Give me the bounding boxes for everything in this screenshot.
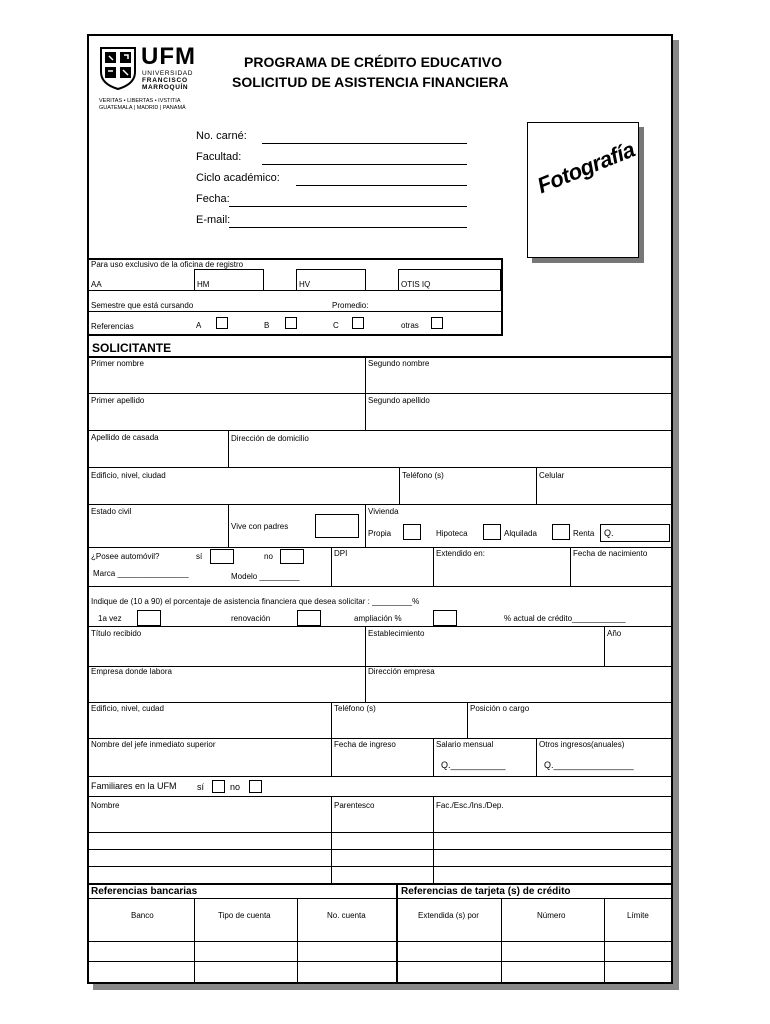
fecha-nacimiento-label: Fecha de nacimiento (573, 549, 648, 558)
dpi-label: DPI (334, 549, 348, 558)
ampliacion-checkbox[interactable] (433, 610, 457, 626)
propia-checkbox[interactable] (403, 524, 421, 540)
segundo-nombre-label: Segundo nombre (368, 359, 430, 368)
application-form (87, 34, 673, 984)
familiares-heading: Familiares en la UFM (91, 781, 177, 791)
promedio-label: Promedio: (332, 301, 369, 310)
ampliacion-label: ampliación % (354, 614, 402, 623)
familiar-nombre-label: Nombre (91, 801, 120, 810)
email-field[interactable] (229, 227, 467, 228)
ref-c-label: C (333, 321, 339, 330)
otis-label: OTIS IQ (401, 280, 431, 289)
facultad-field[interactable] (262, 164, 467, 165)
ufm-shield-icon (99, 46, 137, 90)
marca-field[interactable]: Marca ________________ (93, 569, 189, 578)
edificio-label: Edificio, nivel, ciudad (91, 471, 166, 480)
segundo-apellido-label: Segundo apellido (368, 396, 430, 405)
auto-no-checkbox[interactable] (280, 549, 304, 564)
primera-vez-label: 1a vez (98, 614, 122, 623)
fecha-label: Fecha: (196, 193, 230, 205)
bancarias-heading: Referencias bancarias (91, 886, 198, 897)
telefono2-label: Teléfono (s) (334, 704, 376, 713)
auto-si-label: sí (196, 552, 203, 561)
ciclo-field[interactable] (296, 185, 467, 186)
tarjeta-heading: Referencias de tarjeta (s) de crédito (401, 886, 571, 897)
no-cuenta-header: No. cuenta (327, 911, 366, 920)
otras-label: otras (401, 321, 419, 330)
ref-b-label: B (264, 321, 270, 330)
renovacion-checkbox[interactable] (297, 610, 321, 626)
primer-apellido-label: Primer apellido (91, 396, 145, 405)
hv-label: HV (299, 280, 311, 289)
ref-b-checkbox[interactable] (285, 317, 297, 329)
porcentaje-label: Indique de (10 a 90) el porcentaje de asistencia financiera que desea solicitar : _________% (91, 597, 420, 606)
extendido-label: Extendido en: (436, 549, 485, 558)
renovacion-label: renovación (231, 614, 271, 623)
estado-civil-label: Estado civil (91, 507, 132, 516)
posicion-label: Posición o cargo (470, 704, 530, 713)
banco-header: Banco (131, 911, 154, 920)
referencias-label: Referencias (91, 322, 134, 331)
parentesco-label: Parentesco (334, 801, 375, 810)
otros-ingresos-label: Otros ingresos(anuales) (539, 740, 625, 749)
ref-a-label: A (196, 321, 202, 330)
jefe-label: Nombre del jefe inmediato superior (91, 740, 216, 749)
ref-a-checkbox[interactable] (216, 317, 228, 329)
limite-header: Límite (627, 911, 649, 920)
logo-text: UFM (141, 43, 196, 70)
fecha-ingreso-label: Fecha de ingreso (334, 740, 396, 749)
apellido-casada-label: Apellido de casada (91, 433, 159, 442)
extendida-header: Extendida (s) por (418, 911, 479, 920)
logo-locations: GUATEMALA | MADRID | PANAMÁ (99, 105, 186, 111)
direccion-domicilio-label: Dirección de domicilio (231, 434, 309, 443)
hm-label: HM (197, 280, 210, 289)
familiares-si-checkbox[interactable] (212, 780, 225, 793)
aa-label: AA (91, 280, 102, 289)
facultad-label: Facultad: (196, 151, 242, 163)
logo-sub-1: UNIVERSIDAD (142, 70, 194, 77)
familiares-no-checkbox[interactable] (249, 780, 262, 793)
otros-q-field[interactable]: Q.________________ (544, 760, 634, 770)
titulo-label: Título recibido (91, 629, 142, 638)
vive-padres-label: Vive con padres (231, 522, 289, 531)
modelo-field[interactable]: Modelo _________ (231, 572, 300, 581)
alquilada-label: Alquilada (504, 529, 537, 538)
primera-vez-checkbox[interactable] (137, 610, 161, 626)
solicitante-heading: SOLICITANTE (92, 341, 172, 355)
celular-label: Celular (539, 471, 565, 480)
salario-q-field[interactable]: Q.___________ (441, 760, 506, 770)
semestre-label: Semestre que está cursando (91, 301, 194, 310)
hipoteca-checkbox[interactable] (483, 524, 501, 540)
establecimiento-label: Establecimiento (368, 629, 425, 638)
logo-sub-2: FRANCISCO (142, 77, 188, 84)
form-title-1: PROGRAMA DE CRÉDITO EDUCATIVO (244, 54, 502, 70)
otras-checkbox[interactable] (431, 317, 443, 329)
telefono-label: Teléfono (s) (402, 471, 444, 480)
logo-motto: VERITAS • LIBERTAS • IVSTITIA (99, 98, 181, 104)
fac-label: Fac./Esc./Ins./Dep. (436, 801, 504, 810)
renta-q-label: Q. (604, 528, 614, 538)
propia-label: Propia (368, 529, 392, 538)
direccion-empresa-label: Dirección empresa (368, 667, 435, 676)
vive-padres-box[interactable] (315, 514, 359, 538)
ref-c-checkbox[interactable] (352, 317, 364, 329)
carne-field[interactable] (262, 143, 467, 144)
carne-label: No. carné: (196, 130, 247, 142)
automovil-label: ¿Posee automóvil? (91, 552, 160, 561)
renta-label: Renta (573, 529, 595, 538)
tipo-cuenta-header: Tipo de cuenta (218, 911, 271, 920)
email-label: E-mail: (196, 214, 231, 226)
salario-label: Salario mensual (436, 740, 494, 749)
form-title-2: SOLICITUD DE ASISTENCIA FINANCIERA (232, 74, 509, 90)
familiares-no-label: no (230, 782, 241, 792)
alquilada-checkbox[interactable] (552, 524, 570, 540)
empresa-label: Empresa donde labora (91, 667, 172, 676)
auto-no-label: no (264, 552, 273, 561)
familiares-si-label: sí (197, 782, 205, 792)
edificio2-label: Edificio, nivel, cudad (91, 704, 164, 713)
photo-label: Fotografía (533, 136, 639, 199)
ufm-logo (99, 43, 209, 116)
hipoteca-label: Hipoteca (436, 529, 468, 538)
fecha-field[interactable] (229, 206, 467, 207)
vivienda-label: Vivienda (368, 507, 399, 516)
numero-header: Número (537, 911, 566, 920)
anio-label: Año (607, 629, 622, 638)
ciclo-label: Ciclo académico: (196, 172, 280, 184)
actual-credito-label: % actual de crédito____________ (504, 614, 626, 623)
auto-si-checkbox[interactable] (210, 549, 234, 564)
office-heading: Para uso exclusivo de la oficina de registro (91, 260, 244, 269)
logo-sub-3: MARROQUÍN (142, 84, 189, 91)
primer-nombre-label: Primer nombre (91, 359, 144, 368)
